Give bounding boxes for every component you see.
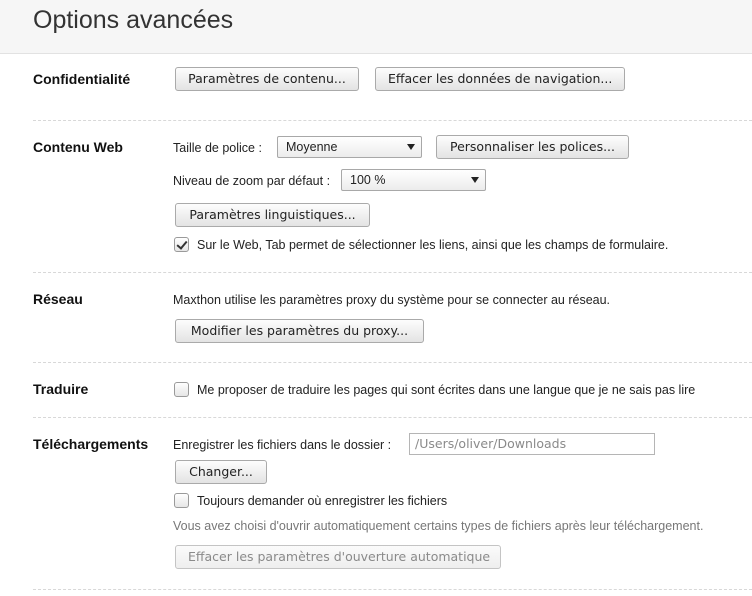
auto-open-note: Vous avez choisi d'ouvrir automatiquement certains types de fichiers après leur téléchargement. <box>173 519 704 533</box>
zoom-level-label: Niveau de zoom par défaut : <box>173 174 331 188</box>
section-title-translate: Traduire <box>33 381 89 397</box>
language-settings-button[interactable]: Paramètres linguistiques... <box>175 203 370 227</box>
section-divider <box>33 272 752 273</box>
section-divider <box>33 120 752 121</box>
customize-fonts-button[interactable]: Personnaliser les polices... <box>436 135 629 159</box>
zoom-level-select-value: 100 % <box>350 173 386 187</box>
change-folder-button[interactable]: Changer... <box>175 460 267 484</box>
font-size-select-value: Moyenne <box>286 140 338 154</box>
page-title: Options avancées <box>33 6 234 34</box>
tab-links-checkbox-label: Sur le Web, Tab permet de sélectionner les liens, ainsi que les champs de formulaire. <box>197 238 669 252</box>
zoom-level-select[interactable] <box>341 169 486 191</box>
font-size-select[interactable] <box>277 136 422 158</box>
section-title-downloads: Téléchargements <box>33 436 149 452</box>
reset-auto-open-button[interactable]: Effacer les paramètres d'ouverture automatique <box>175 545 501 569</box>
translate-offer-checkbox[interactable] <box>174 382 189 397</box>
section-title-privacy: Confidentialité <box>33 71 131 87</box>
section-divider <box>33 362 752 363</box>
translate-offer-checkbox-label: Me proposer de traduire les pages qui sont écrites dans une langue que je ne sais pas lire <box>197 383 696 397</box>
download-folder-label: Enregistrer les fichiers dans le dossier : <box>173 438 392 452</box>
chevron-down-icon <box>407 144 415 150</box>
always-ask-location-checkbox[interactable] <box>174 493 189 508</box>
always-ask-location-checkbox-label: Toujours demander où enregistrer les fichiers <box>197 494 448 508</box>
section-divider <box>33 589 752 590</box>
chevron-down-icon <box>471 177 479 183</box>
section-divider <box>33 417 752 418</box>
modify-proxy-button[interactable]: Modifier les paramètres du proxy... <box>175 319 424 343</box>
checkmark-icon <box>176 238 187 250</box>
tab-links-checkbox[interactable] <box>174 237 189 252</box>
download-folder-field[interactable]: /Users/oliver/Downloads <box>409 433 655 455</box>
clear-browsing-data-button[interactable]: Effacer les données de navigation... <box>375 67 625 91</box>
proxy-description: Maxthon utilise les paramètres proxy du système pour se connecter au réseau. <box>173 293 611 307</box>
font-size-label: Taille de police : <box>173 141 262 155</box>
section-title-network: Réseau <box>33 291 83 307</box>
content-settings-button[interactable]: Paramètres de contenu... <box>175 67 359 91</box>
section-title-web-content: Contenu Web <box>33 139 123 155</box>
page-header <box>0 0 752 54</box>
